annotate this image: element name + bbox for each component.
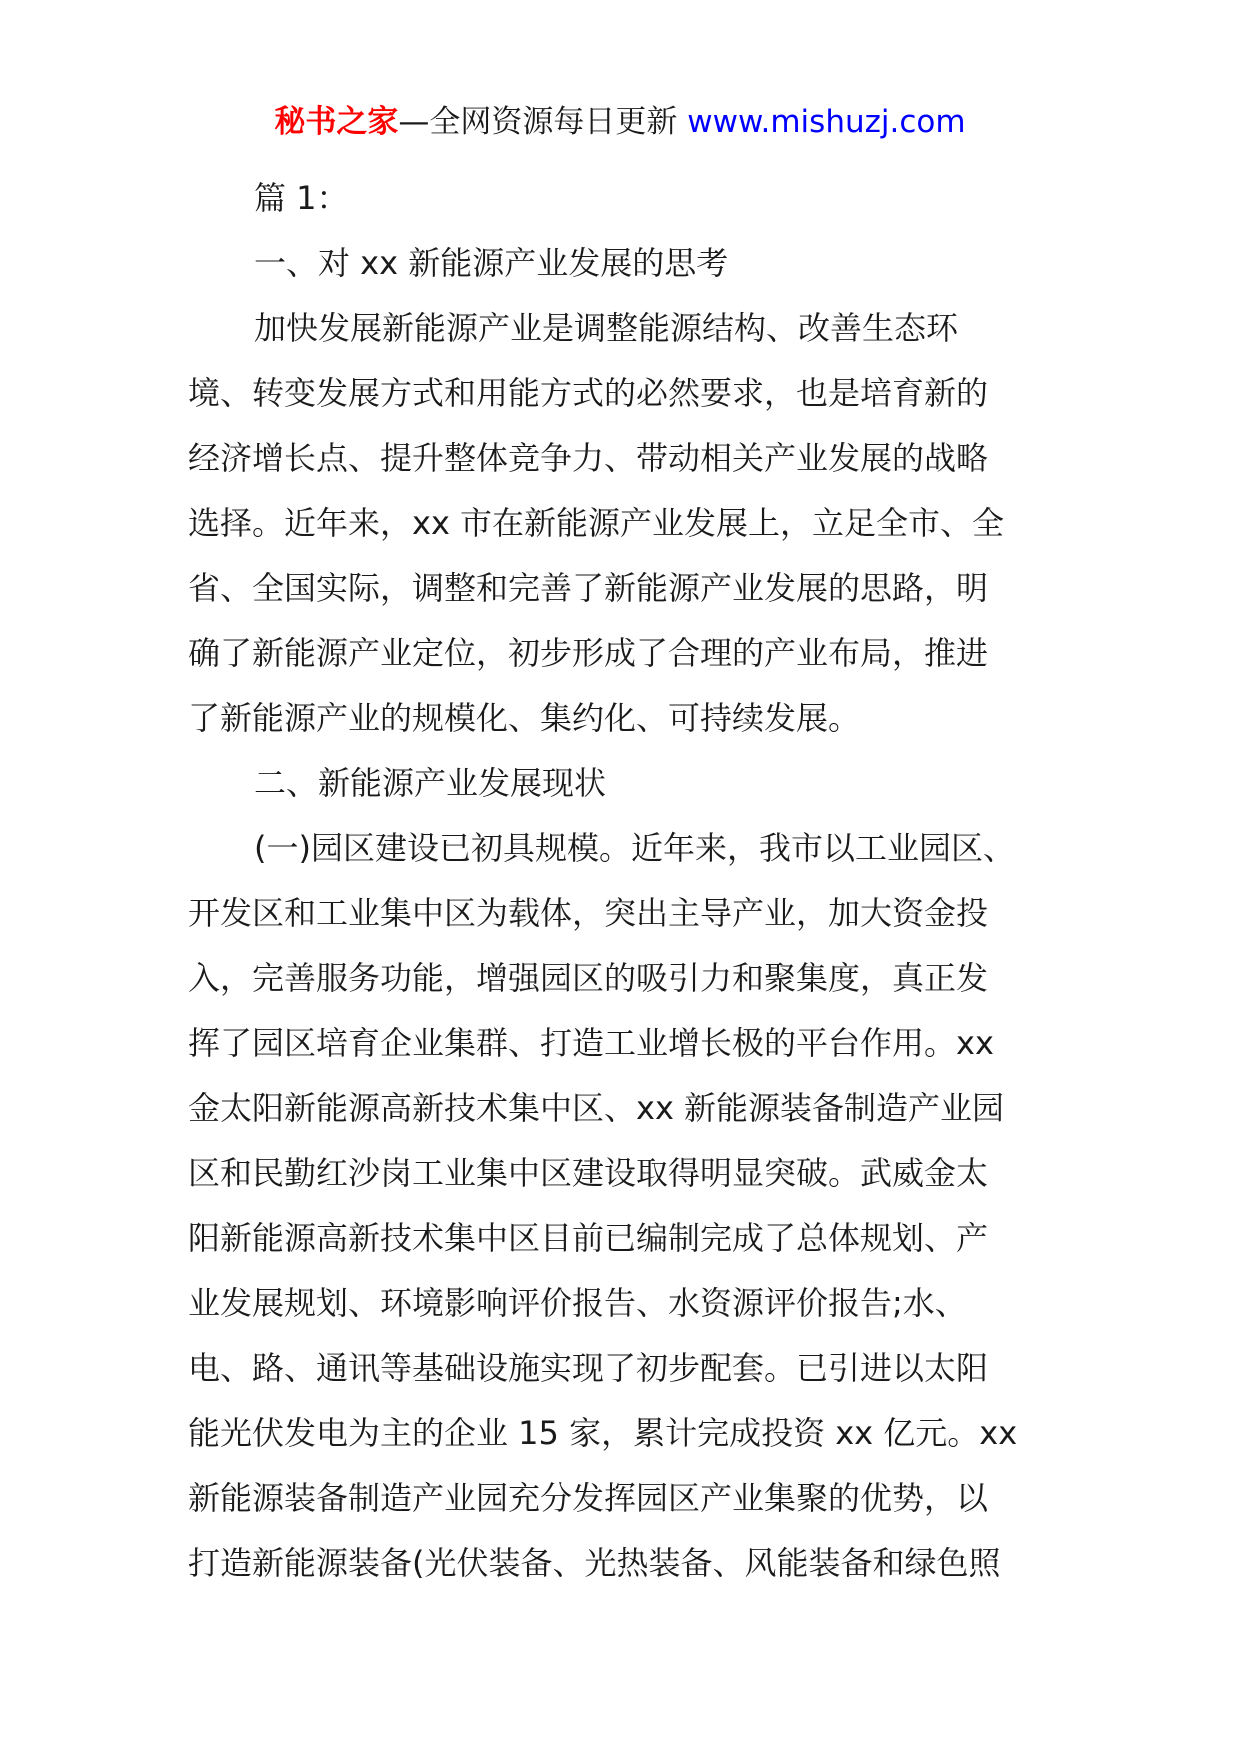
paragraph-line: 打造新能源装备(光伏装备、光热装备、风能装备和绿色照 (188, 1544, 1001, 1582)
paragraph-line: 开发区和工业集中区为载体，突出主导产业，加大资金投 (188, 894, 989, 932)
paragraph-line: 挥了园区培育企业集群、打造工业增长极的平台作用。xx (188, 1024, 994, 1062)
paragraph-line: 了新能源产业的规模化、集约化、可持续发展。 (188, 699, 861, 737)
paragraph-line: 业发展规划、环境影响评价报告、水资源评价报告;水、 (188, 1284, 967, 1322)
paragraph-line: 入，完善服务功能，增强园区的吸引力和聚集度，真正发 (188, 959, 989, 997)
brand-name: 秘书之家 (274, 104, 399, 140)
paragraph-line: 能光伏发电为主的企业 15 家，累计完成投资 xx 亿元。xx (188, 1414, 1018, 1452)
paragraph-line: 金太阳新能源高新技术集中区、xx 新能源装备制造产业园 (188, 1089, 1005, 1127)
paragraph-line: 省、全国实际，调整和完善了新能源产业发展的思路，明 (188, 569, 989, 607)
paragraph-2 (188, 816, 1058, 1596)
paragraph-line: 区和民勤红沙岗工业集中区建设取得明显突破。武威金太 (188, 1154, 989, 1192)
section-heading-1: 一、对 xx 新能源产业发展的思考 (254, 244, 729, 282)
paragraph-line: 境、转变发展方式和用能方式的必然要求，也是培育新的 (188, 374, 989, 412)
document-body (188, 166, 1058, 1596)
paragraph-line: (一)园区建设已初具规模。近年来，我市以工业园区、 (254, 829, 1015, 867)
site-url-link[interactable]: www.mishuzj.com (687, 104, 966, 140)
paragraph-line: 经济增长点、提升整体竞争力、带动相关产业发展的战略 (188, 439, 989, 477)
paragraph-line: 确了新能源产业定位，初步形成了合理的产业布局，推进 (188, 634, 989, 672)
paragraph-line: 选择。近年来，xx 市在新能源产业发展上，立足全市、全 (188, 504, 1005, 542)
page-header (0, 100, 1240, 144)
paragraph-line: 阳新能源高新技术集中区目前已编制完成了总体规划、产 (188, 1219, 989, 1257)
section-heading-2: 二、新能源产业发展现状 (254, 764, 607, 802)
header-tagline: —全网资源每日更新 (398, 104, 688, 140)
paragraph-line: 新能源装备制造产业园充分发挥园区产业集聚的优势，以 (188, 1479, 989, 1517)
paragraph-line: 加快发展新能源产业是调整能源结构、改善生态环 (254, 309, 959, 347)
part-label: 篇 1： (254, 179, 349, 217)
paragraph-1 (188, 296, 1058, 751)
paragraph-line: 电、路、通讯等基础设施实现了初步配套。已引进以太阳 (188, 1349, 989, 1387)
